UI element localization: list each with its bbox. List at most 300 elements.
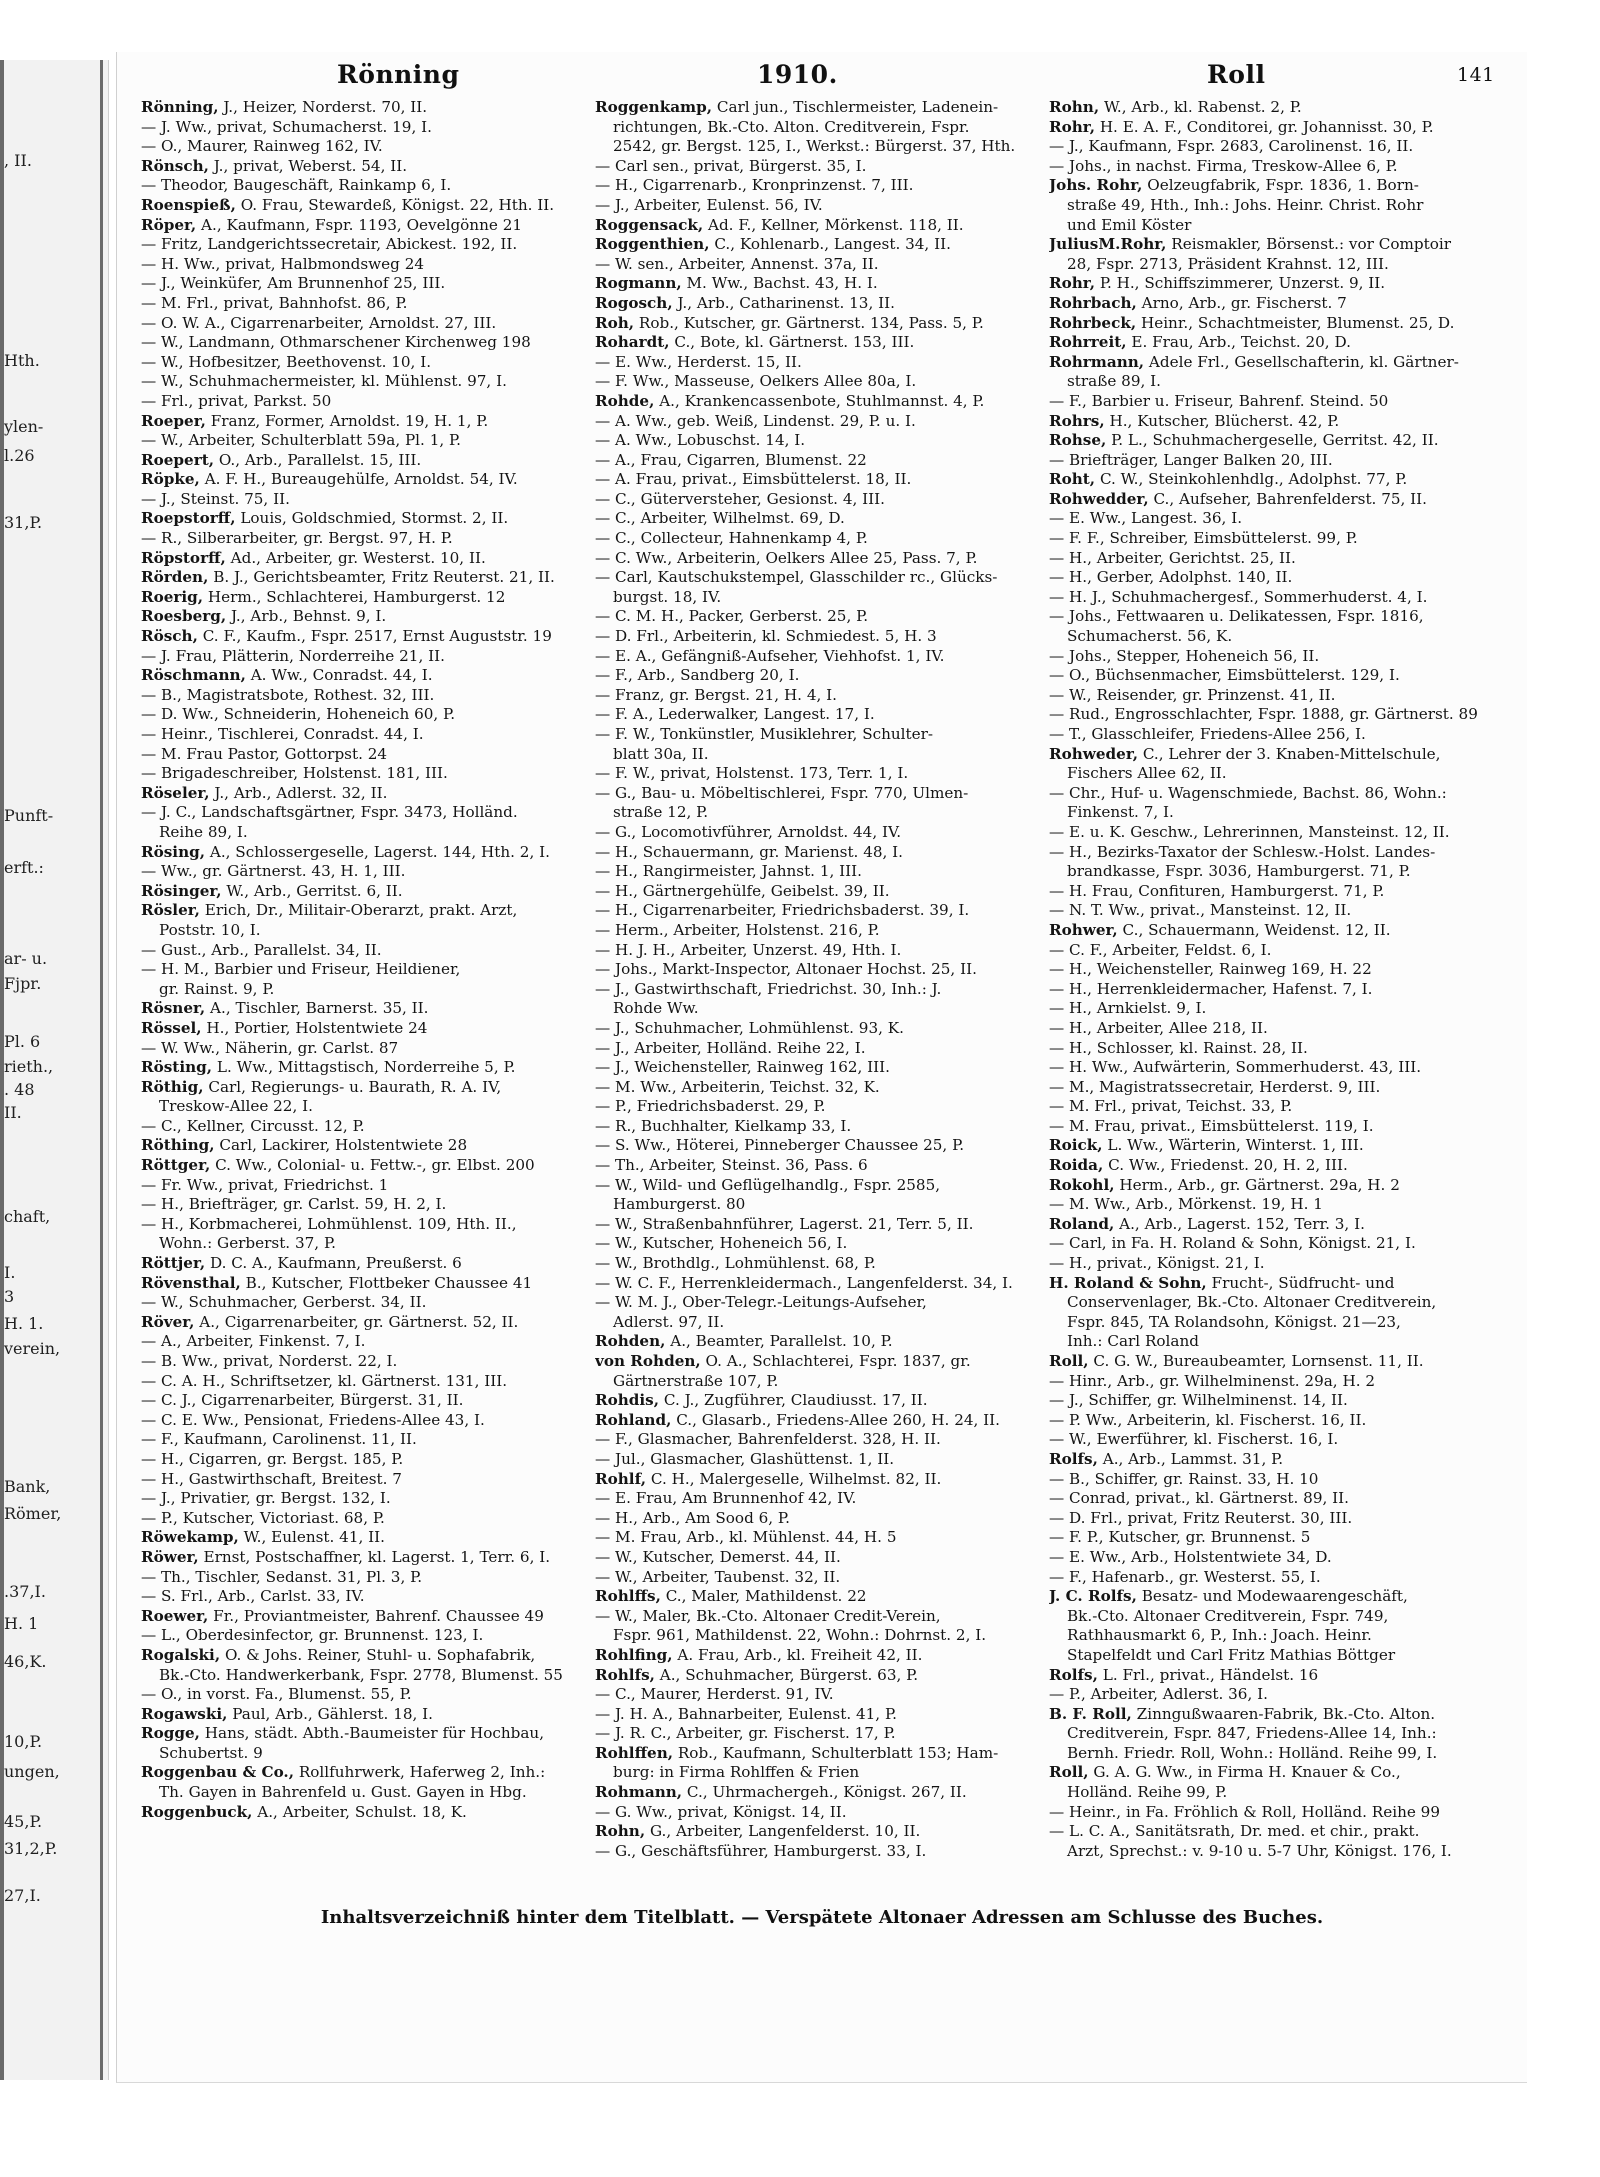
directory-entry (595, 157, 1035, 177)
entry-surname: Rörden, (141, 568, 209, 587)
directory-entry (141, 1803, 581, 1823)
directory-entry (1049, 1626, 1494, 1646)
entry-details: Schubertst. 9 (159, 1743, 263, 1762)
margin-fragment: ar- u. (4, 949, 48, 968)
directory-entry (595, 412, 1035, 432)
entry-details: Bernh. Friedr. Roll, Wohn.: Holländ. Reihe 99, I. (1067, 1743, 1438, 1762)
entry-surname: Roewer, (141, 1606, 209, 1625)
directory-entry (1049, 1352, 1494, 1372)
directory-entry (595, 294, 1035, 314)
directory-entry (595, 529, 1035, 549)
entry-details: L. Ww., Wärterin, Winterst. 1, III. (1107, 1136, 1364, 1155)
directory-entry (1049, 1430, 1494, 1450)
entry-details: — W., Arbeiter, Taubenst. 32, II. (595, 1567, 841, 1586)
entry-details: — H., Briefträger, gr. Carlst. 59, H. 2, I. (141, 1195, 447, 1214)
entry-details: — J., Kaufmann, Fspr. 2683, Carolinenst. 16, II. (1049, 137, 1414, 156)
entry-surname: Roll, (1049, 1352, 1089, 1370)
entry-details: Treskow-Allee 22, I. (159, 1097, 313, 1116)
entry-details: H. E. A. F., Conditorei, gr. Johannisst. 30, P. (1099, 117, 1434, 136)
margin-fragment: 31,P. (4, 513, 43, 532)
directory-entry (141, 1215, 581, 1235)
directory-entry (1049, 1117, 1494, 1137)
entry-details: — H., Bezirks-Taxator der Schlesw.-Holst. Landes- (1049, 842, 1436, 861)
entry-details: — L., Oberdesinfector, gr. Brunnenst. 123, I. (141, 1626, 484, 1645)
directory-entry (595, 549, 1035, 569)
entry-details: — W. Ww., Näherin, gr. Carlst. 87 (141, 1038, 399, 1057)
entry-surname: Roht, (1049, 470, 1096, 489)
directory-entry (141, 196, 581, 216)
entry-surname: Röthig, (141, 1077, 204, 1096)
entry-details: — C., Güterversteher, Gesionst. 4, III. (595, 489, 885, 508)
directory-entry (141, 490, 581, 510)
entry-surname: Rövensthal, (141, 1273, 241, 1292)
directory-entry (141, 1293, 581, 1313)
entry-details: — Johs., Fettwaaren u. Delikatessen, Fspr. 1816, (1049, 607, 1424, 626)
directory-entry (595, 1607, 1035, 1627)
entry-details: Rollfuhrwerk, Haferweg 2, Inh.: (298, 1763, 546, 1782)
entry-details: — H., Rangirmeister, Jahnst. 1, III. (595, 862, 862, 881)
entry-details: Th. Gayen in Bahrenfeld u. Gust. Gayen in Hbg. (159, 1783, 527, 1802)
entry-details: — H. J., Schuhmachergesf., Sommerhuderst. 4, I. (1049, 587, 1428, 606)
entry-details: A., Arb., Lammst. 31, P. (1102, 1449, 1284, 1468)
directory-entry (595, 1313, 1035, 1333)
directory-entry (595, 1646, 1035, 1666)
directory-entry (1049, 568, 1494, 588)
entry-details: — W., Ewerführer, kl. Fischerst. 16, I. (1049, 1430, 1339, 1449)
entry-details: — H., privat., Königst. 21, I. (1049, 1254, 1265, 1273)
directory-entry (595, 1274, 1035, 1294)
margin-fragment: verein, (4, 1339, 61, 1358)
entry-details: Carl, Lackirer, Holstentwiete 28 (219, 1136, 468, 1155)
margin-fragment: Bank, (4, 1477, 51, 1496)
directory-entry (141, 960, 581, 980)
directory-entry (595, 314, 1035, 334)
entry-details: Zinngußwaaren-Fabrik, Bk.-Cto. Alton. (1136, 1704, 1436, 1723)
directory-entry (1049, 98, 1494, 118)
directory-entry (1049, 1803, 1494, 1823)
entry-surname: H. Roland & Sohn, (1049, 1273, 1207, 1292)
entry-details: — F. F., Schreiber, Eimsbüttelerst. 99, P. (1049, 529, 1358, 548)
directory-entry (1049, 255, 1494, 275)
entry-details: — Carl sen., privat, Bürgerst. 35, I. (595, 156, 867, 175)
directory-entry (141, 999, 581, 1019)
directory-entry (595, 647, 1035, 667)
directory-entry (1049, 764, 1494, 784)
directory-entry (1049, 1293, 1494, 1313)
entry-details: — P., Friedrichsbaderst. 29, P. (595, 1097, 826, 1116)
directory-entry (1049, 157, 1494, 177)
directory-entry (595, 176, 1035, 196)
directory-entry (141, 725, 581, 745)
margin-fragment: 10,P. (4, 1732, 43, 1751)
directory-entry (595, 1470, 1035, 1490)
directory-entry (595, 1489, 1035, 1509)
entry-surname: Roland, (1049, 1214, 1115, 1233)
entry-details: W., Arb., kl. Rabenst. 2, P. (1103, 98, 1302, 116)
directory-entry (1049, 1078, 1494, 1098)
directory-entry (1049, 1489, 1494, 1509)
entry-details: A., Arbeiter, Schulst. 18, K. (257, 1802, 467, 1821)
entry-surname: Röseler, (141, 783, 210, 802)
entry-details: — M. Frl., privat, Bahnhofst. 86, P. (141, 293, 408, 312)
entry-details: Bk.-Cto. Altonaer Creditverein, Fspr. 749, (1067, 1606, 1389, 1625)
directory-entry (141, 1391, 581, 1411)
entry-details: — H., Arb., Am Sood 6, P. (595, 1508, 790, 1527)
directory-entry (595, 1803, 1035, 1823)
entry-details: — H. Ww., Aufwärterin, Sommerhuderst. 43, III. (1049, 1058, 1422, 1077)
directory-entry (595, 1430, 1035, 1450)
margin-fragment: erft.: (4, 858, 44, 877)
entry-surname: Roggenthien, (595, 235, 710, 254)
entry-details: 2542, gr. Bergst. 125, I., Werkst.: Bürgerst. 37, Hth. (613, 137, 1016, 156)
entry-surname: Rohde, (595, 391, 655, 410)
entry-details: — G., Locomotivführer, Arnoldst. 44, IV. (595, 822, 902, 841)
directory-entry (141, 1705, 581, 1725)
directory-entry (141, 1568, 581, 1588)
directory-entry (1049, 431, 1494, 451)
entry-surname: Röpke, (141, 470, 200, 489)
directory-entry (141, 1646, 581, 1666)
directory-entry (1049, 137, 1494, 157)
entry-details: Franz, Former, Arnoldst. 19, H. 1, P. (210, 411, 489, 430)
directory-entry (1049, 1509, 1494, 1529)
directory-entry (141, 1254, 581, 1274)
margin-fragment: 27,I. (4, 1886, 41, 1905)
entry-surname: Rohn, (1049, 98, 1100, 116)
directory-entry (141, 1176, 581, 1196)
entry-details: — F., Barbier u. Friseur, Bahrenf. Steind. 50 (1049, 391, 1389, 410)
directory-entry (1049, 1607, 1494, 1627)
directory-entry (595, 98, 1035, 118)
entry-details: — W. C. F., Herrenkleidermach., Langenfelderst. 34, I. (595, 1273, 1013, 1292)
directory-entry (595, 607, 1035, 627)
directory-entry (1049, 118, 1494, 138)
entry-details: A., Cigarrenarbeiter, gr. Gärtnerst. 52, II. (199, 1312, 519, 1331)
directory-entry (1049, 353, 1494, 373)
entry-surname: Rokohl, (1049, 1175, 1115, 1194)
entry-details: A., Schuhmacher, Bürgerst. 63, P. (659, 1665, 919, 1684)
entry-surname: Röper, (141, 215, 197, 234)
entry-details: — M. Ww., Arbeiterin, Teichst. 32, K. (595, 1077, 880, 1096)
directory-entry (1049, 882, 1494, 902)
directory-entry (595, 960, 1035, 980)
directory-entry (595, 686, 1035, 706)
entry-surname: Rogalski, (141, 1645, 221, 1664)
directory-entry (595, 1019, 1035, 1039)
entry-surname: Röpstorff, (141, 548, 226, 567)
entry-details: G., Arbeiter, Langenfelderst. 10, II. (649, 1822, 921, 1841)
directory-entry (1049, 725, 1494, 745)
entry-details: — L. C. A., Sanitätsrath, Dr. med. et chir., prakt. (1049, 1822, 1420, 1841)
directory-entry (1049, 1391, 1494, 1411)
entry-details: — M. Frl., privat, Teichst. 33, P. (1049, 1097, 1293, 1116)
entry-details: — J. H. A., Bahnarbeiter, Eulenst. 41, P. (595, 1704, 897, 1723)
entry-surname: Rohlf, (595, 1469, 647, 1488)
entry-details: — J., Schuhmacher, Lohmühlenst. 93, K. (595, 1018, 904, 1037)
entry-details: — D. Frl., privat, Fritz Reuterst. 30, III. (1049, 1508, 1353, 1527)
directory-entry (141, 764, 581, 784)
entry-details: Stapelfeldt und Carl Fritz Mathias Böttger (1067, 1645, 1396, 1664)
directory-entry (595, 1783, 1035, 1803)
entry-details: Wohn.: Gerberst. 37, P. (159, 1234, 336, 1253)
entry-details: — R., Silberarbeiter, gr. Bergst. 97, H. P. (141, 529, 453, 548)
directory-entry (595, 137, 1035, 157)
directory-entry (595, 1391, 1035, 1411)
entry-details: Reismakler, Börsenst.: vor Comptoir (1171, 235, 1451, 254)
directory-entry (141, 1156, 581, 1176)
margin-fragment: Punft- (4, 806, 54, 825)
entry-details: — Fritz, Landgerichtssecretair, Abickest. 192, II. (141, 235, 518, 254)
directory-entry (1049, 470, 1494, 490)
entry-details: — J., Arbeiter, Eulenst. 56, IV. (595, 195, 823, 214)
column-3 (1049, 98, 1494, 1861)
directory-entry (595, 1176, 1035, 1196)
entry-details: — H., Schlosser, kl. Rainst. 28, II. (1049, 1038, 1308, 1057)
directory-entry (141, 686, 581, 706)
entry-details: — W., Landmann, Othmarschener Kirchenweg 198 (141, 333, 531, 352)
directory-entry (595, 921, 1035, 941)
running-head-year: 1910. (757, 60, 838, 89)
directory-entry (1049, 1705, 1494, 1725)
entry-surname: von Rohden, (595, 1352, 701, 1370)
entry-details: Gärtnerstraße 107, P. (613, 1371, 779, 1390)
directory-entry (141, 294, 581, 314)
directory-entry (1049, 1097, 1494, 1117)
entry-details: — C. M. H., Packer, Gerberst. 25, P. (595, 607, 869, 626)
entry-details: — J. R. C., Arbeiter, gr. Fischerst. 17, P. (595, 1724, 896, 1743)
entry-details: A., Tischler, Barnerst. 35, II. (210, 999, 429, 1018)
directory-entry (1049, 607, 1494, 627)
entry-surname: Röwekamp, (141, 1528, 239, 1547)
entry-surname: Röttger, (141, 1156, 211, 1175)
entry-surname: Rohr, (1049, 274, 1095, 293)
entry-details: Fspr. 961, Mathildenst. 22, Wohn.: Dohrnst. 2, I. (613, 1626, 987, 1645)
directory-entry (141, 1470, 581, 1490)
entry-details: — Johs., in nachst. Firma, Treskow-Allee 6, P. (1049, 156, 1398, 175)
entry-details: Carl jun., Tischlermeister, Ladenein- (716, 98, 999, 116)
directory-entry (595, 1842, 1035, 1862)
directory-entry (595, 1724, 1035, 1744)
margin-fragment: ylen- (4, 417, 44, 436)
entry-details: J., privat, Weberst. 54, II. (213, 156, 408, 175)
directory-entry (141, 1313, 581, 1333)
entry-details: — M. Frau Pastor, Gottorpst. 24 (141, 744, 388, 763)
directory-entry (1049, 176, 1494, 196)
entry-details: — J. Ww., privat, Schumacherst. 19, I. (141, 117, 432, 136)
entry-details: — S. Frl., Arb., Carlst. 33, IV. (141, 1587, 365, 1606)
entry-surname: Rösner, (141, 999, 206, 1018)
entry-details: Carl, Regierungs- u. Baurath, R. A. IV, (208, 1077, 502, 1096)
entry-details: — W., Schuhmachermeister, kl. Mühlenst. 97, I. (141, 372, 507, 391)
entry-details: C. Ww., Friedenst. 20, H. 2, III. (1108, 1156, 1348, 1175)
directory-entry (141, 98, 581, 118)
directory-entry (595, 118, 1035, 138)
entry-details: — H., Arbeiter, Gerichtst. 25, II. (1049, 548, 1296, 567)
directory-entry (141, 137, 581, 157)
directory-entry (595, 1372, 1035, 1392)
entry-surname: Rohlfs, (595, 1665, 655, 1684)
entry-details: — J. C., Landschaftsgärtner, Fspr. 3473, Holländ. (141, 803, 518, 822)
entry-surname: Rohlfing, (595, 1645, 673, 1664)
directory-entry (1049, 235, 1494, 255)
directory-entry (141, 627, 581, 647)
directory-entry (1049, 1058, 1494, 1078)
directory-entry (595, 1293, 1035, 1313)
directory-entry (141, 1039, 581, 1059)
entry-surname: Roll, (1049, 1763, 1089, 1782)
entry-details: — D. Ww., Schneiderin, Hoheneich 60, P. (141, 705, 456, 724)
directory-entry (141, 1724, 581, 1744)
entry-details: — E. A., Gefängniß-Aufseher, Viehhofst. 1, IV. (595, 646, 945, 665)
entry-details: blatt 30a, II. (613, 744, 709, 763)
directory-entry (595, 725, 1035, 745)
entry-details: — Heinr., Tischlerei, Conradst. 44, I. (141, 725, 424, 743)
entry-details: — H., Gerber, Adolphst. 140, II. (1049, 568, 1293, 587)
directory-entry (595, 1039, 1035, 1059)
directory-entry (1049, 1215, 1494, 1235)
entry-surname: Rohrmann, (1049, 352, 1145, 371)
directory-entry (1049, 843, 1494, 863)
directory-entry (1049, 1372, 1494, 1392)
entry-details: gr. Rainst. 9, P. (159, 979, 275, 998)
entry-details: — F. Ww., Masseuse, Oelkers Allee 80a, I. (595, 372, 917, 391)
entry-details: — F., Arb., Sandberg 20, I. (595, 666, 800, 685)
entry-surname: Roeper, (141, 411, 206, 430)
directory-entry (1049, 1313, 1494, 1333)
entry-details: — N. T. Ww., privat., Mansteinst. 12, II. (1049, 901, 1352, 920)
directory-entry (141, 392, 581, 412)
entry-details: — W., Wild- und Geflügelhandlg., Fspr. 2585, (595, 1175, 941, 1194)
directory-entry (1049, 1019, 1494, 1039)
entry-details: — Fr. Ww., privat, Friedrichst. 1 (141, 1175, 389, 1194)
entry-details: Oelzeugfabrik, Fspr. 1836, 1. Born- (1147, 176, 1419, 195)
entry-surname: Rösing, (141, 842, 206, 861)
directory-entry (1049, 1587, 1494, 1607)
directory-entry (141, 588, 581, 608)
entry-surname: Rohrbach, (1049, 293, 1137, 312)
entry-details: C., Aufseher, Bahrenfelderst. 75, II. (1153, 489, 1428, 508)
entry-surname: Rogawski, (141, 1704, 228, 1723)
entry-details: — F., Hafenarb., gr. Westerst. 55, I. (1049, 1567, 1321, 1586)
directory-entry (141, 1685, 581, 1705)
entry-details: — Johs., Stepper, Hoheneich 56, II. (1049, 646, 1320, 665)
entry-details: — H., Arnkielst. 9, I. (1049, 999, 1207, 1018)
directory-entry (141, 1528, 581, 1548)
entry-surname: Röschmann, (141, 666, 246, 685)
entry-details: — Carl, in Fa. H. Roland & Sohn, Königst. 21, I. (1049, 1234, 1416, 1253)
entry-details: Inh.: Carl Roland (1067, 1332, 1199, 1351)
entry-details: — M. Ww., Arb., Mörkenst. 19, H. 1 (1049, 1195, 1323, 1214)
directory-entry (1049, 1842, 1494, 1862)
directory-entry (595, 274, 1035, 294)
directory-entry (1049, 1254, 1494, 1274)
footer-note: Inhaltsverzeichniß hinter dem Titelblatt. — Verspätete Altonaer Adressen am Schlusse des Buches. (320, 1907, 1324, 1928)
directory-entry (1049, 372, 1494, 392)
directory-entry (1049, 1039, 1494, 1059)
entry-details: — G. Ww., privat, Königst. 14, II. (595, 1802, 847, 1821)
entry-details: L. Frl., privat., Händelst. 16 (1102, 1665, 1319, 1684)
margin-fragment: , II. (4, 151, 32, 170)
entry-details: J., Arb., Behnst. 9, I. (230, 607, 387, 626)
directory-entry (141, 314, 581, 334)
directory-entry (141, 607, 581, 627)
entry-details: straße 12, P. (613, 803, 709, 822)
entry-surname: Röver, (141, 1312, 195, 1331)
entry-surname: Rohwer, (1049, 920, 1118, 939)
entry-details: C. H., Malergeselle, Wilhelmst. 82, II. (650, 1469, 942, 1488)
directory-entry (141, 784, 581, 804)
entry-details: Louis, Goldschmied, Stormst. 2, II. (240, 509, 509, 528)
directory-entry (1049, 1470, 1494, 1490)
directory-entry (595, 1156, 1035, 1176)
entry-details: J., Heizer, Norderst. 70, II. (223, 98, 428, 116)
directory-entry (595, 980, 1035, 1000)
directory-entry (141, 1097, 581, 1117)
entry-details: — W., Straßenbahnführer, Lagerst. 21, Terr. 5, II. (595, 1214, 974, 1233)
directory-entry (1049, 941, 1494, 961)
entry-details: Finkenst. 7, I. (1067, 803, 1174, 822)
directory-entry (595, 1332, 1035, 1352)
entry-details: — Th., Arbeiter, Steinst. 36, Pass. 6 (595, 1156, 868, 1175)
directory-entry (141, 568, 581, 588)
entry-surname: Rohrs, (1049, 411, 1105, 430)
directory-entry (1049, 1783, 1494, 1803)
entry-details: Poststr. 10, I. (159, 920, 261, 939)
directory-entry (1049, 451, 1494, 471)
entry-details: Rohde Ww. (613, 999, 699, 1018)
entry-details: J., Arb., Catharinenst. 13, II. (677, 293, 895, 312)
directory-entry (1049, 901, 1494, 921)
entry-surname: Roh, (595, 313, 635, 332)
entry-details: — E. u. K. Geschw., Lehrerinnen, Mansteinst. 12, II. (1049, 822, 1450, 841)
directory-entry (141, 1234, 581, 1254)
directory-entry (1049, 686, 1494, 706)
entry-surname: Roepstorff, (141, 509, 236, 528)
margin-fragment: . 48 (4, 1080, 35, 1099)
entry-details: — H., Gastwirthschaft, Breitest. 7 (141, 1469, 402, 1488)
entry-details: Bk.-Cto. Handwerkerbank, Fspr. 2778, Blumenst. 55 (159, 1665, 563, 1684)
directory-entry (141, 1548, 581, 1568)
directory-entry (595, 882, 1035, 902)
directory-entry (1049, 314, 1494, 334)
entry-surname: Rogosch, (595, 293, 673, 312)
directory-entry (1049, 1724, 1494, 1744)
directory-entry (141, 118, 581, 138)
entry-details: O., Arb., Parallelst. 15, III. (218, 450, 422, 469)
entry-surname: Roggenbuck, (141, 1802, 253, 1821)
entry-details: — H. M., Barbier und Friseur, Heildiener, (141, 960, 461, 979)
entry-details: A. F. H., Bureaugehülfe, Arnoldst. 54, IV. (204, 470, 518, 489)
entry-details: Creditverein, Fspr. 847, Friedens-Allee 14, Inh.: (1067, 1724, 1437, 1743)
entry-details: — H. Ww., privat, Halbmondsweg 24 (141, 254, 425, 273)
directory-entry (595, 235, 1035, 255)
entry-details: — H. J. H., Arbeiter, Unzerst. 49, Hth. I. (595, 940, 902, 959)
entry-details: A. Ww., Conradst. 44, I. (250, 666, 433, 685)
directory-entry (595, 1666, 1035, 1686)
entry-details: — O., in vorst. Fa., Blumenst. 55, P. (141, 1685, 412, 1704)
entry-details: — O., Büchsenmacher, Eimsbüttelerst. 129, I. (1049, 666, 1400, 685)
entry-surname: Rohdis, (595, 1391, 660, 1410)
directory-entry (141, 1430, 581, 1450)
entry-details: Rob., Kaufmann, Schulterblatt 153; Ham- (677, 1743, 999, 1762)
entry-details: — B., Magistratsbote, Rothest. 32, III. (141, 685, 435, 704)
entry-surname: Roggenbau & Co., (141, 1763, 295, 1782)
margin-fragment: I. (4, 1263, 16, 1282)
margin-fragment: .37,I. (4, 1582, 46, 1601)
entry-surname: Rohlffs, (595, 1587, 661, 1606)
entry-surname: Rohardt, (595, 333, 670, 352)
entry-details: — Chr., Huf- u. Wagenschmiede, Bachst. 86, Wohn.: (1049, 783, 1447, 802)
